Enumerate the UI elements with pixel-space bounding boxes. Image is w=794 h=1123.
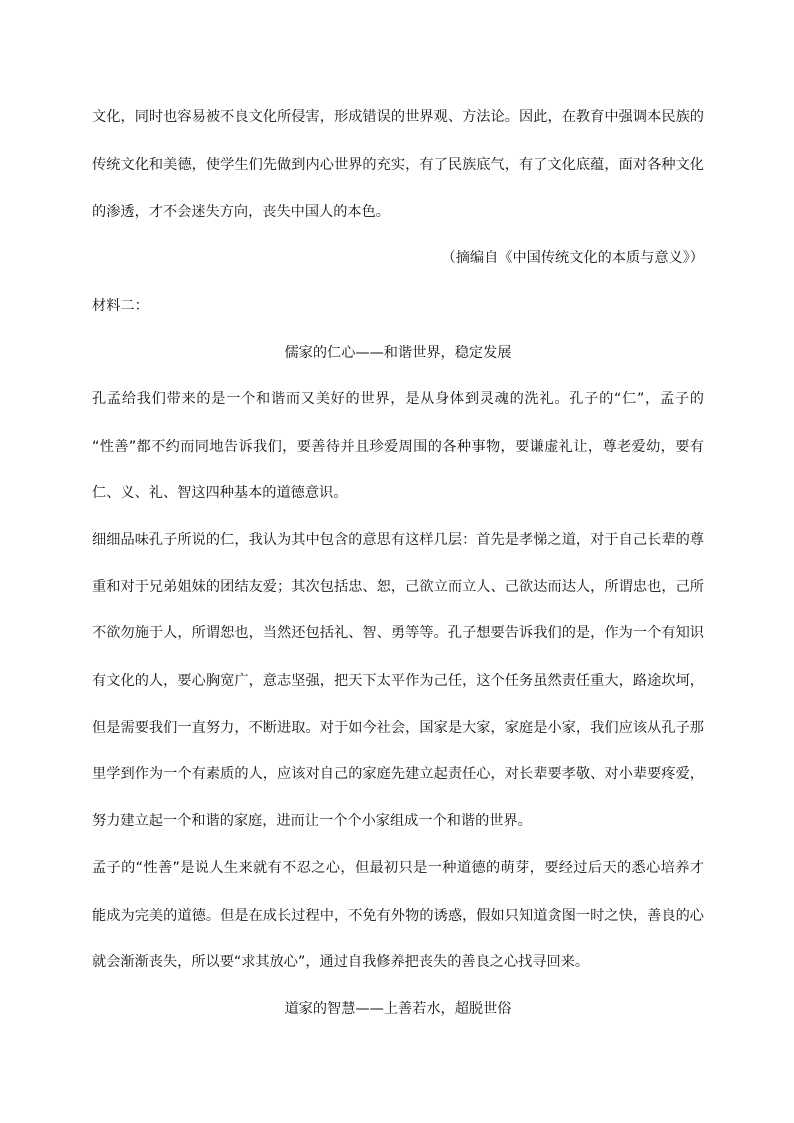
body-text-line: 孟子的“性善”是说人生来就有不忍之心，但最初只是一种道德的萌芽，要经过后天的悉心培养才 <box>92 860 704 876</box>
source-citation: （摘编自《中国传统文化的本质与意义》） <box>441 250 704 266</box>
body-text-line: 不欲勿施于人，所谓恕也，当然还包括礼、智、勇等等。孔子想要告诉我们的是，作为一个有知识 <box>92 625 704 641</box>
body-text-line: 就会渐渐丧失，所以要“求其放心”，通过自我修养把丧失的善良之心找寻回来。 <box>92 954 590 970</box>
body-text-line: 有文化的人，要心胸宽广，意志坚强，把天下太平作为己任，这个任务虽然责任重大，路途坎坷， <box>92 673 704 689</box>
body-text-line: 细细品味孔子所说的仁，我认为其中包含的意思有这样几层：首先是孝悌之道，对于自己长辈的尊 <box>92 532 704 548</box>
body-text-line: 里学到作为一个有素质的人，应该对自己的家庭先建立起责任心，对长辈要孝敬、对小辈要疼爱， <box>92 766 704 782</box>
body-text-line: 努力建立起一个和谐的家庭，进而让一个个小家组成一个和谐的世界。 <box>92 813 532 829</box>
body-text-line: “性善”都不约而同地告诉我们，要善待并且珍爱周围的各种事物，要谦虚礼让，尊老爱幼，要有 <box>92 439 704 455</box>
body-text-line: 但是需要我们一直努力，不断进取。对于如今社会，国家是大家，家庭是小家，我们应该从孔子那 <box>92 720 704 736</box>
section-heading-confucian: 儒家的仁心——和谐世界，稳定发展 <box>284 345 512 361</box>
body-text-line: 的渗透，才不会迷失方向，丧失中国人的本色。 <box>92 204 390 220</box>
body-text-line: 重和对于兄弟姐妹的团结友爱；其次包括忠、恕，己欲立而立人、己欲达而达人，所谓忠也，己所 <box>92 579 704 595</box>
body-text-line: 仁、义、礼、智这四种基本的道德意识。 <box>92 485 348 501</box>
body-text-line: 文化，同时也容易被不良文化所侵害，形成错误的世界观、方法论。因此，在教育中强调本民族的 <box>92 109 704 125</box>
body-text-line: 能成为完美的道德。但是在成长过程中，不免有外物的诱惑，假如只知道贪图一时之快，善良的心 <box>92 908 704 924</box>
body-text-line: 孔孟给我们带来的是一个和谐而又美好的世界，是从身体到灵魂的洗礼。孔子的“仁”，孟子的 <box>92 391 704 407</box>
body-text-line: 传统文化和美德，使学生们先做到内心世界的充实，有了民族底气，有了文化底蕴，面对各种文化 <box>92 157 704 173</box>
section-heading-daoist: 道家的智慧——上善若水，超脱世俗 <box>284 1001 512 1017</box>
material-label: 材料二： <box>92 298 149 314</box>
